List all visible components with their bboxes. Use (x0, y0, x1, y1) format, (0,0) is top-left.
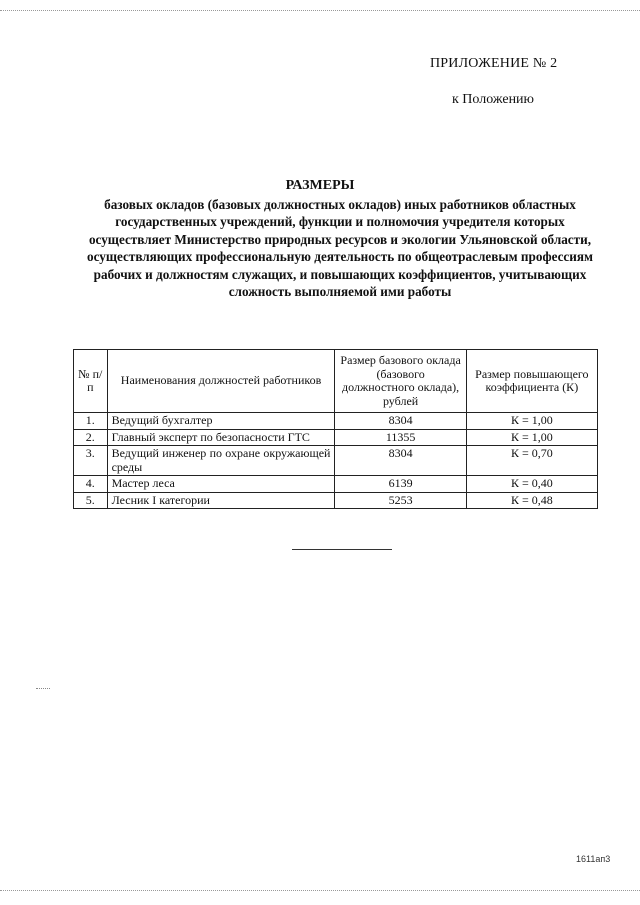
document-subtitle: базовых окладов (базовых должностных окладов) иных работников областных государственных учреждений, функции и полномочия учредителя которых осуществляет Министерство природных ресурсов и экологии Ульяновской области, осуществляющих профессиональную деятельность по общеотраслевым профессиям рабочих и должностям служащих, и повышающих коэффициентов, учитывающих сложность выполняемой ими работы (86, 197, 594, 300)
end-divider (292, 549, 392, 550)
row-position-name: Ведущий инженер по охране окружающей среды (107, 446, 335, 476)
table-row (74, 429, 598, 446)
table-row (74, 492, 598, 509)
row-base-salary: 8304 (335, 446, 466, 476)
row-coefficient: К = 0,70 (466, 446, 597, 476)
salary-table (73, 349, 598, 509)
row-number: 4. (74, 476, 108, 493)
scan-edge-bottom (0, 890, 640, 893)
table-row (74, 446, 598, 476)
row-position-name: Лесник I категории (107, 492, 335, 509)
row-position-name: Главный эксперт по безопасности ГТС (107, 429, 335, 446)
row-number: 2. (74, 429, 108, 446)
table-row (74, 413, 598, 430)
row-position-name: Мастер леса (107, 476, 335, 493)
appendix-label: ПРИЛОЖЕНИЕ № 2 (430, 56, 558, 71)
table-row (74, 476, 598, 493)
row-coefficient: К = 0,40 (466, 476, 597, 493)
row-coefficient: К = 1,00 (466, 429, 597, 446)
row-number: 1. (74, 413, 108, 430)
document-title: РАЗМЕРЫ (285, 178, 355, 193)
scan-artifact (36, 688, 50, 693)
row-coefficient: К = 0,48 (466, 492, 597, 509)
header-base-salary: Размер базового оклада (базового должностного оклада), рублей (335, 350, 466, 413)
row-number: 3. (74, 446, 108, 476)
regulation-reference: к Положению (452, 92, 535, 107)
row-base-salary: 6139 (335, 476, 466, 493)
row-position-name: Ведущий бухгалтер (107, 413, 335, 430)
scan-edge-top (0, 10, 640, 13)
row-base-salary: 5253 (335, 492, 466, 509)
document-code: 1611ап3 (576, 854, 611, 864)
header-coefficient: Размер повышающего коэффициента (К) (466, 350, 597, 413)
table-header-row (74, 350, 598, 413)
row-coefficient: К = 1,00 (466, 413, 597, 430)
header-position-name: Наименования должностей работников (107, 350, 335, 413)
row-base-salary: 8304 (335, 413, 466, 430)
header-number: № п/п (74, 350, 108, 413)
row-number: 5. (74, 492, 108, 509)
row-base-salary: 11355 (335, 429, 466, 446)
